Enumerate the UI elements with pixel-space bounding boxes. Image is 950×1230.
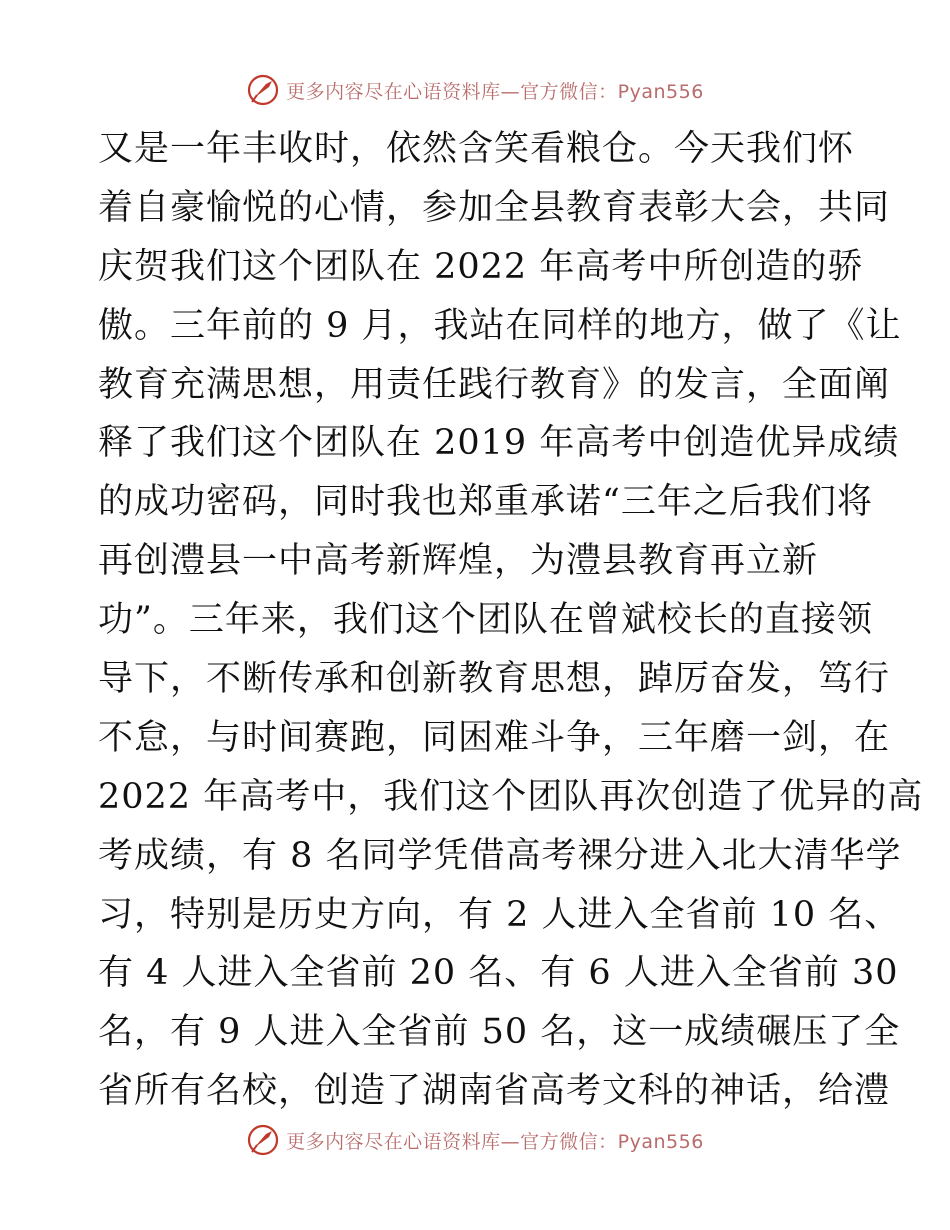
text-line: 又是一年丰收时，依然含笑看粮仓。今天我们怀 bbox=[98, 129, 855, 169]
watermark-text: 更多内容尽在心语资料库—官方微信：Pyan556 bbox=[286, 1130, 704, 1153]
text-line: 教育充满思想，用责任践行教育》的发言，全面阐 bbox=[98, 364, 891, 405]
document-body bbox=[98, 120, 924, 1121]
text-line: 导下，不断传承和创新教育思想，踔厉奋发，笃行 bbox=[98, 659, 891, 700]
quill-logo-icon bbox=[246, 73, 280, 107]
text-line: 考成绩，有 8 名同学凭借高考裸分进入北大清华学 bbox=[98, 835, 902, 876]
text-line: 习，特别是历史方向，有 2 人进入全省前 10 名、 bbox=[98, 894, 901, 935]
text-line: 的成功密码，同时我也郑重承诺“三年之后我们将 bbox=[98, 482, 873, 523]
text-line: 傲。三年前的 9 月，我站在同样的地方，做了《让 bbox=[98, 305, 902, 346]
quill-logo-icon bbox=[246, 1123, 280, 1157]
text-line: 功”。三年来，我们这个团队在曾斌校长的直接领 bbox=[98, 600, 873, 641]
footer-watermark bbox=[0, 1120, 950, 1160]
text-line: 再创澧县一中高考新辉煌，为澧县教育再立新 bbox=[98, 541, 819, 582]
text-line: 名，有 9 人进入全省前 50 名，这一成绩碾压了全 bbox=[98, 1012, 901, 1053]
text-line: 有 4 人进入全省前 20 名、有 6 人进入全省前 30 bbox=[98, 953, 899, 994]
text-line: 省所有名校，创造了湖南省高考文科的神话，给澧 bbox=[98, 1071, 891, 1112]
text-line: 不怠，与时间赛跑，同困难斗争，三年磨一剑，在 bbox=[98, 717, 891, 758]
watermark-text: 更多内容尽在心语资料库—官方微信：Pyan556 bbox=[286, 80, 704, 103]
text-line: 释了我们这个团队在 2019 年高考中创造优异成绩 bbox=[98, 423, 900, 464]
text-line: 庆贺我们这个团队在 2022 年高考中所创造的骄 bbox=[98, 246, 864, 287]
header-watermark bbox=[0, 70, 950, 110]
text-line: 2022 年高考中，我们这个团队再次创造了优异的高 bbox=[98, 776, 924, 817]
text-line: 着自豪愉悦的心情，参加全县教育表彰大会，共同 bbox=[98, 187, 891, 228]
